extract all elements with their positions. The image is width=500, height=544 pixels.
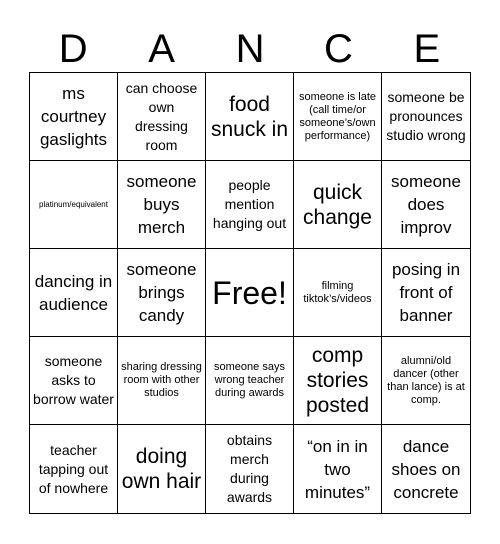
cell-text: alumni/old dancer (other than lance) is at comp. xyxy=(387,354,465,406)
header-letter-d: D xyxy=(58,27,88,71)
bingo-cell[interactable] xyxy=(382,161,470,249)
bingo-cell[interactable] xyxy=(382,249,470,337)
bingo-cell[interactable] xyxy=(118,161,206,249)
bingo-cell[interactable] xyxy=(382,73,470,161)
bingo-cell[interactable] xyxy=(118,249,206,337)
cell-text: ms courtney gaslights xyxy=(39,84,108,149)
cell-text: “on in in two minutes” xyxy=(304,436,371,502)
bingo-cell[interactable] xyxy=(206,337,294,425)
bingo-cell[interactable] xyxy=(294,337,382,425)
free-space[interactable] xyxy=(206,249,294,337)
bingo-cell[interactable] xyxy=(30,337,118,425)
cell-text: someone brings candy xyxy=(126,260,197,325)
cell-text: someone is late (call time/or someone’s/own performance) xyxy=(298,90,377,142)
cell-text: people mention hanging out xyxy=(212,177,287,231)
bingo-cell[interactable] xyxy=(294,425,382,513)
cell-text: someone does improv xyxy=(391,172,461,237)
header-letter-n: N xyxy=(235,27,265,71)
bingo-header xyxy=(29,26,471,72)
header-letter-a: A xyxy=(148,27,175,71)
cell-text: posing in front of banner xyxy=(391,260,461,325)
bingo-cell[interactable] xyxy=(118,425,206,513)
bingo-cell[interactable] xyxy=(30,73,118,161)
cell-text: dancing in audience xyxy=(34,271,113,314)
cell-text: filming tiktok’s/videos xyxy=(303,279,372,305)
cell-text: obtains merch during awards xyxy=(226,432,273,505)
header-letter-e: E xyxy=(413,27,441,71)
bingo-cell[interactable] xyxy=(30,161,118,249)
header-letter-c: C xyxy=(323,27,353,71)
bingo-cell[interactable] xyxy=(382,337,470,425)
cell-text: teacher tapping out of nowhere xyxy=(38,441,109,496)
bingo-cell[interactable] xyxy=(30,249,118,337)
cell-text: quick change xyxy=(303,180,372,229)
cell-text: can choose own dressing room xyxy=(125,79,198,153)
cell-text: someone buys merch xyxy=(126,172,197,237)
bingo-cell[interactable] xyxy=(118,337,206,425)
cell-text: comp stories posted xyxy=(305,344,370,417)
bingo-cell[interactable] xyxy=(206,425,294,513)
cell-text: doing own hair xyxy=(121,445,202,493)
bingo-cell[interactable] xyxy=(118,73,206,161)
bingo-cell[interactable] xyxy=(294,161,382,249)
cell-text: sharing dressing room with other studios xyxy=(121,361,202,399)
cell-text: platinum/equivalent xyxy=(39,199,108,209)
bingo-cell[interactable] xyxy=(294,249,382,337)
bingo-cell[interactable] xyxy=(206,161,294,249)
cell-text: someone asks to borrow water xyxy=(33,353,114,407)
bingo-cell[interactable] xyxy=(294,73,382,161)
cell-text: someone says wrong teacher during awards xyxy=(214,361,285,399)
bingo-cell[interactable] xyxy=(382,425,470,513)
bingo-cell[interactable] xyxy=(206,73,294,161)
bingo-grid xyxy=(29,72,471,514)
free-space-text: Free! xyxy=(212,274,287,311)
cell-text: dance shoes on concrete xyxy=(391,436,461,502)
bingo-cell[interactable] xyxy=(30,425,118,513)
cell-text: food snuck in xyxy=(210,92,289,141)
cell-text: someone be pronounces studio wrong xyxy=(386,89,466,143)
